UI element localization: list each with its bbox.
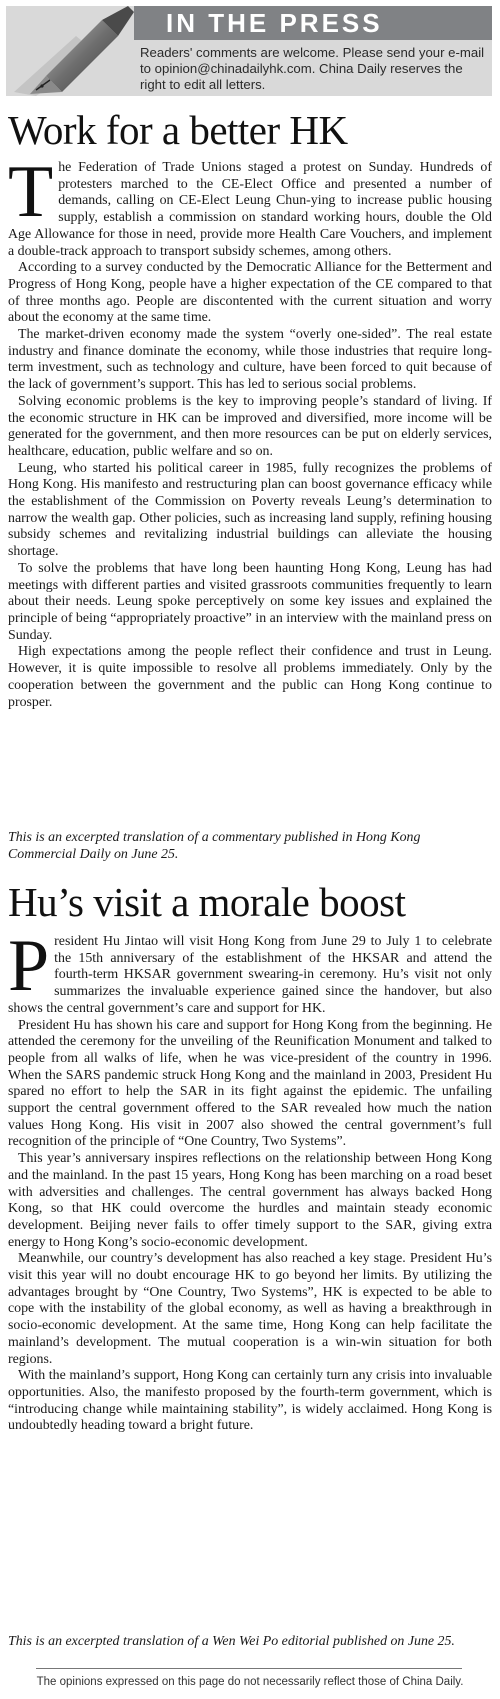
paragraph: Meanwhile, our country’s development has also reached a key stage. President Hu’s visit this year will no doubt encourage HK to go beyond her limits. By utilizing the advantages brought by “One Country, Two Systems”, HK is expected to be able to cope with the instability of the global economy, as well as having a breakthrough in socio-economic development. At the same time, Hong Kong can help facilitate the mainland’s development. The mutual cooperation is a win-win situation for both regions. [8, 1251, 492, 1367]
in-the-press-header [6, 6, 492, 96]
paragraph: he Federation of Trade Unions staged a protest on Sunday. Hundreds of protesters marched to the CE-Elect Office and presented a number of demands, calling on CE-Elect Leung Chun-ying to increase public housing supply, establish a commission on standard working hours, double the Old Age Allowance for those in need, provide more Health Care Vouchers, and implement a double-track approach to transport subsidy schemes, among others. [8, 160, 492, 259]
paragraph: With the mainland’s support, Hong Kong can certainly turn any crisis into invaluable opportunities. Also, the manifesto proposed by the fourth-term government, which is “introducing change while maintaining stability”, is widely acclaimed. Hong Kong is undoubtedly heading toward a bright future. [8, 1368, 492, 1434]
article-source-note: This is an excerpted translation of a Wen Wei Po editorial published on June 25. [8, 1634, 455, 1649]
article-headline-hus-visit: Hu’s visit a morale boost [8, 879, 406, 925]
paragraph: Leung, who started his political career in 1985, fully recognizes the problems of Hong Kong. His manifesto and restructuring plan can boost governance efficacy while the establishment of the Commission on Poverty reveals Leung’s determination to narrow the wealth gap. Other policies, such as increasing land supply, refining housing subsidy schemes and revitalizing industrial buildings can alleviate the housing shortage. [8, 460, 492, 560]
readers-comments-note: Readers' comments are welcome. Please send your e-mail to opinion@chinadailyhk.com. China Daily reserves the right to edit all letters. [140, 45, 485, 92]
drop-cap: T [8, 151, 54, 233]
paragraph: This year’s anniversary inspires reflections on the relationship between Hong Kong and the mainland. In the past 15 years, Hong Kong has been marching on a road beset with adversities and challenges. The central government has always backed Hong Kong, so that HK could overcome the hurdles and maintain steady economic development. Beijing never fails to offer timely support to the SAR, giving extra energy to Hong Kong’s socio-economic development. [8, 1151, 492, 1250]
section-title: IN THE PRESS [166, 8, 383, 38]
paragraph: President Hu has shown his care and support for Hong Kong from the beginning. He attended the ceremony for the unveiling of the Reunification Monument and talked to people from all walks of life, when he was vice-president of the country in 1996. When the SARS pandemic struck Hong Kong and the mainland in 2003, President Hu spared no effort to help the SAR in its fight against the epidemic. The unfailing support the central government offered to the SAR revealed how much the nation values Hong Kong. His visit in 2007 also showed the central government’s full recognition of the principle of “One Country, Two Systems”. [8, 1017, 492, 1150]
article-body-work-for-better-hk [8, 151, 492, 711]
fountain-pen-icon [6, 6, 136, 96]
paragraph: High expectations among the people reflect their confidence and trust in Leung. However, it is quite impossible to resolve all problems immediately. Only by the cooperation between the government and the public can Hong Kong continue to prosper. [8, 644, 492, 710]
paragraph: To solve the problems that have long been haunting Hong Kong, Leung has had meetings with different parties and visited grassroots communities frequently to learn about their needs. Leung spoke perceptively on some key issues and explained the principle of being “appropriately proactive” in an interview with the mainland press on Sunday. [8, 560, 492, 643]
drop-cap: P [8, 925, 50, 1007]
footer-disclaimer: The opinions expressed on this page do not necessarily reflect those of China Daily. [36, 1676, 464, 1688]
article-source-note: This is an excerpted translation of a commentary published in Hong Kong Commercial Daily on June 25. [8, 830, 421, 862]
footer-divider [36, 1668, 462, 1669]
paragraph: Solving economic problems is the key to improving people’s standard of living. If the economic structure in HK can be improved and diversified, more income will be generated for the government, and then more resources can be put on elderly services, healthcare, education, public welfare and so on. [8, 393, 492, 459]
paragraph: According to a survey conducted by the Democratic Alliance for the Betterment and Progress of Hong Kong, people have a higher expectation of the CE compared to that of three months ago. People are discontented with the current situation and worry about the economy at the same time. [8, 260, 492, 326]
article-body-hus-visit [8, 925, 492, 1435]
paragraph: resident Hu Jintao will visit Hong Kong from June 29 to July 1 to celebrate the 15th anniversary of the establishment of the HKSAR and attend the fourth-term HKSAR government swearing-in ceremony. Hu’s visit not only summarizes the invaluable experience gained since the handover, but also shows the central government’s care and support for HK. [8, 934, 492, 1016]
article-headline-work-for-better-hk: Work for a better HK [8, 107, 348, 153]
paragraph: The market-driven economy made the system “overly one-sided”. The real estate industry and finance dominate the economy, while those industries that require long-term investment, such as technology and culture, have been forced to quit because of the lack of government’s support. This has led to serious social problems. [8, 327, 492, 393]
